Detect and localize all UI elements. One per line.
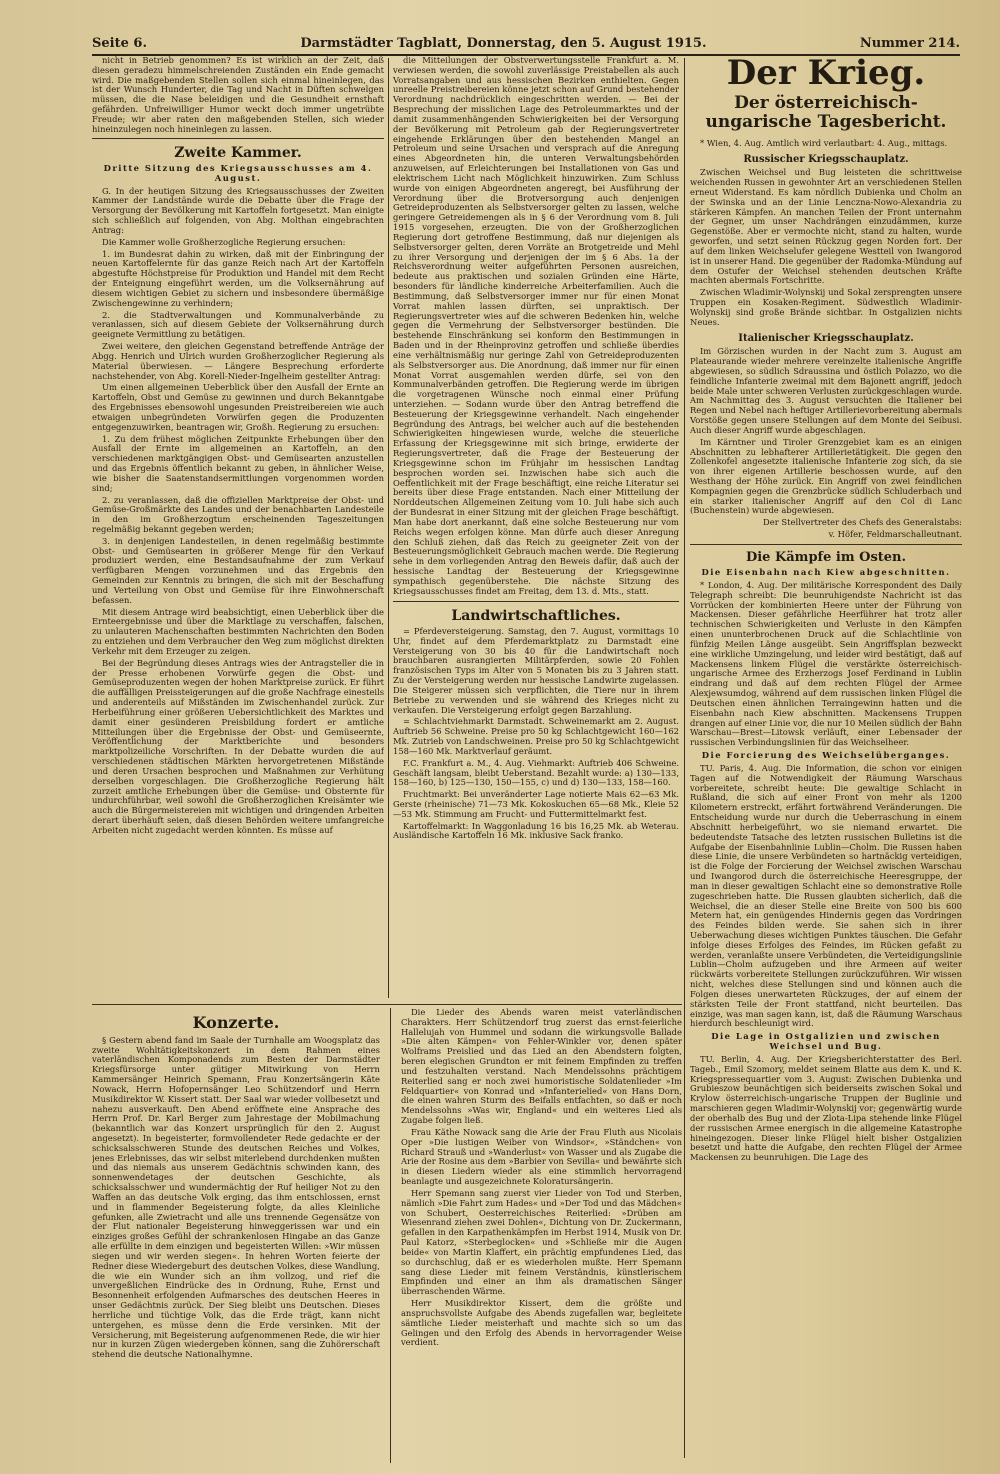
article-text: die Mitteilungen der Obstverwertungsstelle Frankfurt a. M. verwiesen werden, die sowohl zuverlässige Preistabellen als auch Vorratsangaben und aus hessischen Bezirken enthielten. Gegen unreelle Preistreibereien könne jetzt schon auf Grund bestehender Verordnung nachdrücklich eingeschritten werden. — Bei der Besprechung der misslichen Lage des Petroleummarktes und der damit zusammenhängenden Schwierigkeiten bei der Versorgung der Bevölkerung mit Petroleum gab der Regierungsvertreter eingehende Erklärungen über den bestehenden Mangel an Petroleum und seine Ursachen und versprach auf die Anregung eines Abgeordneten hin, die unteren Verwaltungsbehörden anzuweisen, auf Erleichterungen bei Installationen von Gas und elektrischem Licht nach Möglichkeit hinzuwirken. Zum Schluss wurde von einigen Abgeordneten angeregt, bei Ausführung der Verordnung über die Brotversorgung auch denjenigen Getreideproduzenten als Selbstversorger gelten zu lassen, welche geringere Getreidemengen als in § 6 der Verordnung vom 8. Juli 1915 vorgesehen, erzeugten. Die von der Großherzoglichen Regierung dort getroffene Bestimmung, daß nur diejenigen als Selbstversorger gelten, deren Vorräte an Brotgetreide und Mehl zu ihrer Versorgung und derjenigen der im § 6 Abs. 1a der Reichsverordnung weiter aufgeführten Personen ausreichen, bedeute aus praktischen und sozialen Gründen eine Härte, besonders für ländliche kinderreiche Arbeiterfamilien. Auch die Bestimmung, daß Selbstversorger immer nur für einen Monat Vorrat mahlen lassen dürften, sei unpraktisch. Der Regierungsvertreter wies auf die schweren Bedenken hin, welche gegen die Vermehrung der Selbstversorger bestünden. Die bestehende Einschränkung sei konform den Bestimmungen in Baden und in der Rheinprovinz getroffen und schließe überdies eine verhältnismäßig nur geringe Zahl von Getreideproduzenten als Selbstversorger aus. Die Anordnung, daß immer nur für einen Monat Vorrat ausgemahlen werden dürfe, sei von den Kommunalverbänden getroffen. Die Regierung werde im übrigen die vorgetragenen Wünsche noch einmal einer Prüfung unterziehen. — Sodann wurde über den Antrag betreffend die Besteuerung der Kriegsgewinne verhandelt. Nach eingehender Begründung des Antrags, bei welcher auch auf die bestehenden Schwierigkeiten hingewiesen wurde, welche die steuerliche Erfassung der Kriegsgewinne mit sich bringe, erwiderte der Regierungsvertreter, daß die Frage der Besteuerung der Kriegsgewinne schon im Frühjahr im hessischen Landtag besprochen worden sei. Inzwischen habe sich auch die Oeffentlichkeit mit der Frage beschäftigt, eine reiche Literatur sei bereits über diese Frage entstanden. Nach einer Mitteilung der Norddeutschen Allgemeinen Zeitung vom 10. Juli habe sich auch der Bundesrat in einer Sitzung mit der gleichen Frage beschäftigt. Man habe dort anerkannt, daß eine solche Besteuerung nur vom Reichs wegen erfolgen könne. Man dürfe auch dieser Anregung den Schluß ziehen, daß das Reich zu geeigneter Zeit von der Besteuerungsmöglichkeit Gebrauch machen werde. Die Regierung sehe in dem vorliegenden Antrag den Beweis dafür, daß auch der hessische Landtag der Besteuerung der Kriegsgewinne sympathisch gegenüberstehe. Die nächste Sitzung des Kriegsausschusses findet am Freitag, dem 13. d. Mts., statt. [393, 56, 679, 596]
page-header [92, 32, 960, 56]
section-title: Zweite Kammer. [174, 144, 302, 161]
article-text: § Gestern abend fand im Saale der Turnhalle am Woogsplatz das zweite Wohltätigkeitskonzert in dem Rahmen eines vaterländischen Komponadends zum Besten der Darmstädter Kriegsfürsorge unter gütiger Mitwirkung von Herrn Kammersänger Heinrich Spemann, Frau Konzertsängerin Käte Nowack, Herrn Hofopernsänger Leo Schützendorf und Herrn Musikdirektor W. Kissert statt. Der Saal war wieder vollbesetzt und nahezu ausverkauft. Den Abend eröffnete eine Ansprache des Herrn Prof. Dr. Karl Berger zum Jahrestage der Mobilmachung (bekanntlich war das Konzert ursprünglich für den 2. August angesetzt). In begeisterter, formvollendeter Rede gedachte er der schicksalsschweren Stunde des deutschen Reiches und Volkes, jenes Erlebnisses, das wir selbst miterlebend durchdenken mußten und das niemals aus unserem Gedächtnis schwinden kann, des sonnenwendetages der deutschen Geschichte, als schicksalsschwer und wundermächtig der Ruf heiliger Not zu den Waffen an das deutsche Volk erging, das ihm entschlossen, ernst und in flammender Begeisterung folgte, da alles Kleinliche gefunken, alle Zwietracht und alle uns trennende Gegensätze von der Flut nationaler Begeisterung hinweggerissen war und ein einziges großes Gefühl der schrankenlosen Hingabe an das Ganze alle erfüllte in dem einzigen und begeisterten Willen: »Wir müssen siegen und wir werden siegen«. In hehren Worten feierte der Redner diese Wiedergeburt des deutschen Volkes, diese Wandlung, die wie ein Wunder sich an ihm vollzog, und rief die unvergeßlichen Eindrücke des in Ordnung, Ruhe, Ernst und Besonnenheit erfolgenden Aufmarsches des deutschen Heeres in unser Gedächtnis zurück. Der Sieg bleibt uns Deutschen. Dieses herrliche und tüchtige Volk, das die Erde trägt, kann nicht untergehen, es müsse denn die Erde versinken. Mit der Versicherung, mit Begeisterung aufgenommenen Rede, die wir hier nur in kurzen Zügen wiedergeben können, sang die Zuhörerschaft stehend die deutsche Nationalhymne. [92, 1034, 380, 1360]
divider [393, 601, 679, 602]
article-text: nicht in Betrieb genommen? Es ist wirklich an der Zeit, daß diesen geradezu himmelschreienden Zuständen ein Ende gemacht wird. Die maßgebenden Stellen sollen sich einmal hineinlegen, das ist der Wunsch Hunderter, die Tag und Nacht in Düften schwelgen müssen, die die Nase beleidigen und die Gesundheit ernsthaft gefährden. Unfreiwilliger Humor weckt doch immer ungetrübte Freude; wir aber raten den maßgebenden Stellen, sich wieder hineinzulegen noch hineinlegen zu lassen. [92, 56, 384, 134]
signature-line: Der Stellvertreter des Chefs des Generalstabs: [763, 517, 962, 528]
konzerte-col-2 [401, 1008, 682, 1463]
article-text: Mit diesem Antrage wird beabsichtigt, einen Ueberblick über die Ernteergebnisse und über die Marktlage zu verschaffen, falschen, zu unlauteren Machenschaften bestimmten Nachrichten den Boden zu entziehen und dem Verbraucher den Weg zum möglichst direkten Verkehr mit dem Erzeuger zu zeigen. [92, 606, 384, 656]
article-text: Um einen allgemeinen Ueberblick über den Ausfall der Ernte an Kartoffeln, Obst und Gemüse zu gewinnen und durch Bekanntgabe des Ergebnisses ebensowohl ungesunden Preistreibereien wie auch etwaigen unbegründeten Vorwürfen gegen die Produzenten entgegenzuwirken, beantragen wir, Großh. Regierung zu ersuchen: [92, 382, 384, 432]
section-rule [92, 1004, 682, 1005]
divider [92, 138, 384, 139]
subsection-title: Russischer Kriegsschauplatz. [743, 153, 909, 165]
paper-title: Darmstädter Tagblatt, Donnerstag, den 5. August 1915. [300, 35, 707, 51]
article-text: TU. Paris, 4. Aug. Die Information, die schon vor einigen Tagen auf die Notwendigkeit der Räumung Warschaus vorbereitete, schreibt heute: Die gewaltige Schlacht in Rußland, die sich auf einer Front von mehr als 1200 Kilometern erstreckt, erfährt fortwährend Veränderungen. Die Entscheidung wurde nur durch die Ueberraschung in einem Abschnitt herbeigeführt, wo sie niemand erwartet. Die bedeutendste Tatsache des letzten russischen Bulletins ist die Aufgabe der Eisenbahnlinie Lublin—Cholm. Die Russen haben diese Linie, die unsere Verbündeten so hartnäckig verteidigen, ist die Folge der Forcierung der Weichsel zwischen Warschau und Iwangorod durch die österreichische Heeresgruppe, der man in dieser gewaltigen Schlacht eine so demonstrative Rolle zugeschrieben hatte. Die Russen glaubten sicherlich, daß die Weichsel, die an dieser Stelle eine Breite von 500 bis 600 Metern hat, ein genügendes Hindernis gegen das Vordringen des Feindes bilden werde. Sie sahen sich in ihrer Ueberwachung dieses wichtigen Punktes täuschen. Die Gefahr infolge dieses Erfolges des Feindes, im Rücken gefaßt zu werden, veranlaßte unsere Verbündeten, die Verteidigungslinie Lublin—Cholm aufzugeben und ihre Armeen auf weiter rückwärts vorbereitete Stellungen zurückzuführen. Wir wissen nicht, welches diese Stellungen sind und können auch die Folgen dieses unerwarteten Rückzuges, der auf einem der stärksten Teile der Front stattfand, nicht beurteilen. Das einzige, was man sagen kann, ist, daß die Räumung Warschaus hierdurch beschleunigt wird. [690, 762, 962, 1029]
article-text: 2. die Stadtverwaltungen und Kommunalverbände zu veranlassen, sich auf diesem Gebiete der Volksernährung durch geeignete Vermittlung zu betätigen. [92, 309, 384, 340]
article-text: Zwischen Wladimir-Wolynskij und Sokal zersprengten unsere Truppen ein Kosaken-Regiment. Südwestlich Wladimir-Wolynskij sind große Brände sichtbar. In Ostgalizien nichts Neues. [690, 287, 962, 327]
article-heading: Die Eisenbahn nach Kiew abgeschnitten. [701, 567, 951, 578]
article-text: 3. in denjenigen Landesteilen, in denen regelmäßig bestimmte Obst- und Gemüsearten in größerer Menge für den Verkauf produziert werden, eine Bestandsaufnahme der zum Verkauf verfügbaren Mengen vorzunehmen und das Ergebnis den Gemeinden zur Kenntnis zu bringen, die sich mit der Beschaffung und Verteilung von Obst und Gemüse für ihre Einwohnerschaft befassen. [92, 535, 384, 605]
column-1 [92, 56, 384, 1001]
article-text: 2. zu veranlassen, daß die offiziellen Marktpreise der Obst- und Gemüse-Großmärkte des Landes und der benachbarten Landesteile in den im Großherzogtum erscheinenden Tageszeitungen regelmäßig bekannt gegeben werden; [92, 494, 384, 534]
signature-name: v. Höfer, Feldmarschalleutnant. [828, 529, 962, 540]
column-rule [388, 58, 389, 998]
column-rule [390, 1008, 391, 1463]
war-headline: Der Krieg. [726, 56, 926, 93]
article-text: G. In der heutigen Sitzung des Kriegsausschusses der Zweiten Kammer der Landstände wurde die Debatte über die Frage der Versorgung der Bevölkerung mit Kartoffeln fortgesetzt. Man einigte sich schließlich auf folgenden, von Abg. Molthan eingebrachten Antrag: [92, 185, 384, 235]
article-text: Zwei weitere, den gleichen Gegenstand betreffende Anträge der Abgg. Henrich und Ulrich wurden Großherzoglicher Regierung als Material überwiesen. — Längere Besprechung erforderte nachstehender, von Abg. Korell-Nieder-Ingelheim gestellter Antrag: [92, 341, 384, 381]
konzerte-col-1 [92, 1008, 380, 1463]
article-text: Herr Spemann sang zuerst vier Lieder von Tod und Sterben, nämlich »Die Fahrt zum Hades« und »Der Tod und das Mädchen« von Schubert, Oesterreichisches Reiterlied: »Drüben am Wiesenrand ziehen zwei Dohlen«, Dichtung von Dr. Zuckermann, gefallen in den Karpathenkämpfen im Herbst 1914, Musik von Dr. Paul Katorz, »Sterbeglocken« und »Schließe mir die Augen beide« von Martin Klaffert, ein prächtig empfundenes Lied, das so durchschlug, daß er es wiederholen mußte. Herr Spemann sang diese Lieder mit feinem Verständnis, künstlerischem Empfinden und einer an ihm als dramatischen Sänger überraschenden Wärme. [400, 1187, 682, 1297]
article-text: Fruchtmarkt: Bei unveränderter Lage notierte Mais 62—63 Mk. Gerste (rheinische) 71—73 Mk. Kokoskuchen 65—68 Mk., Kleie 52—53 Mk. Stimmung am Frucht- und Futtermittelmarkt fest. [393, 789, 679, 819]
article-text: Zwischen Weichsel und Bug leisteten die schrittweise weichenden Russen in gewohnter Art an verschiedenen Stellen erneut Widerstand. Es kam nördlich Dubienka und Cholm an der Swinska und an der Linie Lenczna-Nowo-Alexandria zu stärkeren Kämpfen. An manchen Teilen der Front unternahm der Gegner, um unser Nachdrängen einzudämmen, kurze Gegenstöße. Aber er vermochte nicht, stand zu halten, wurde geworfen, und setzt seinen Rückzug gegen Norden fort. Der auf dem linken Weichselufer gelegene Westteil von Iwangorod ist in unserer Hand. Die gegenüber der Radomka-Mündung auf dem Ostufer der Weichsel stehenden deutschen Kräfte machten abermals Fortschritte. [690, 167, 962, 286]
column-2 [393, 56, 679, 1001]
article-text: 1. Zu dem frühest möglichen Zeitpunkte Erhebungen über den Ausfall der Ernte im allgemeinen an Kartoffeln, an den verschiedenen marktgängigen Obst- und Gemüsearten anzustellen und das Ergebnis öffentlich bekannt zu geben, in ähnlicher Weise, wie bisher die Saatenstandsermittlungen vorgenommen worden sind; [92, 433, 384, 493]
section-subtitle: Dritte Sitzung des Kriegsausschusses am 4. August. [103, 163, 373, 183]
section-title: Landwirtschaftliches. [451, 607, 621, 624]
article-text: = Schlachtviehmarkt Darmstadt. Schweinemarkt am 2. August. Auftrieb 56 Schweine. Preise pro 50 kg Schlachtgewicht 160—162 Mk. Zutrieb von Landschweinen. Preise pro 50 kg Schlachtgewicht 158—160 Mk. Marktverlauf geräumt. [393, 716, 679, 756]
column-3 [690, 56, 962, 1456]
article-text: Die Kammer wolle Großherzogliche Regierung ersuchen: [102, 236, 346, 247]
page-number: Seite 6. [92, 35, 147, 51]
article-text: Kartoffelmarkt: In Waggonladung 16 bis 16,25 Mk. ab Weterau. Ausländische Kartoffeln 16 Mk. inklusive Sack franko. [393, 820, 679, 841]
article-heading: Die Lage in Ostgalizien und zwischen Weichsel und Bug. [711, 1031, 941, 1052]
article-text: 1. im Bundesrat dahin zu wirken, daß mit der Einbringung der neuen Kartoffelernte für das ganze Reich nach Art der Kartoffeln abgestufte Höchstpreise für Produktion und Handel mit dem Recht der Enteignung eingeführt werden, um die Volksernährung auf diesem wichtigen Gebiet zu sichern und insbesondere übermäßige Zwischengewinne zu verhindern; [92, 248, 384, 308]
article-text: F.C. Frankfurt a. M., 4. Aug. Viehmarkt: Auftrieb 406 Schweine. Geschäft langsam, bleibt Ueberstand. Bezahlt wurde: a) 130—133, 158—160, b) 125—130, 150—155, c) und d) 130—133, 158—160. [393, 757, 679, 788]
subsection-title: Die Kämpfe im Osten. [745, 549, 907, 565]
column-rule [684, 58, 685, 1458]
subsection-title: Italienischer Kriegsschauplatz. [738, 332, 914, 344]
article-text: Bei der Begründung dieses Antrags wies der Antragsteller die in der Presse erhobenen Vorwürfe gegen die Obst- und Gemüseproduzenten wegen der hohen Marktpreise zurück. Er führt die auffälligen Preissteigerungen auf die große Nachfrage einesteils und anderenteils auf Mißständen im Zwischenhandel zurück. Zur Herbeiführung einer größeren Uebersichtlichkeit des Marktes und damit einer gesünderen Preisbildung fordert er amtliche Mitteilungen über die Ergebnisse der Obst- und Gemüseernte, Veröffentlichung der Marktberichte und besonders marktpolizeiliche Vorschriften. In der Debatte wurden die auf verschiedenen städtischen Märkten hervorgetretenen Mißstände und deren Ursachen besprochen und Maßnahmen zur Verhütung derselben vorgeschlagen. Die Großherzogliche Regierung hält zurzeit amtliche Erhebungen über die Gemüse- und Obsternte für undurchführbar, weil sowohl die Großherzoglichen Kreisämter wie auch die Bürgermeistereien mit wichtigen und dringenden Arbeiten derart überhäuft seien, daß diesen Behörden weitere umfangreiche Arbeiten nicht zugedacht werden könnten. Es müsse auf [92, 657, 384, 835]
section-title: Konzerte. [192, 1013, 280, 1032]
article-text: Die Lieder des Abends waren meist vaterländischen Charakters. Herr Schützendorf trug zuerst das ernst-feierliche Hallelujah von Hummel und sodann die wirkungsvolle Ballade »Die alten Kämpen« von Fehler-Winkler vor, denen später Wolframs Preislied und das Lied an den Abendstern folgten, beren elegischen Grundton er mit feinem Empfinden zu treffen und festzuhalten verstand. Nach Mendelssohns prächtigem Reiterlied sang er noch zwei humoristische Soldatenlieder »Im Feldquartier« von Konrad und »Infanterielied« von Hans Dorn, die einen wahren Sturm des Beifalls entfachten, so daß er noch Mendelssohns »Was wir, England« und ein weiteres Lied als Zugabe folgen ließ. [400, 1008, 682, 1126]
article-heading: Die Forcierung des Weichselüberganges. [701, 750, 951, 761]
article-text: Herr Musikdirektor Kissert, dem die größte und anspruchsvollste Aufgabe des Abends zugefallen war, begleitete sämtliche Lieder meisterhaft und machte sich so um das Gelingen und den Erfolg des Abends in hervorragender Weise verdient. [400, 1298, 682, 1348]
war-subheadline: Der österreichisch-ungarische Tagesbericht. [705, 92, 947, 133]
konzerte-section [92, 1008, 682, 1463]
article-text: Im Kärntner und Tiroler Grenzgebiet kam es an einigen Abschnitten zu lebhafterer Artillerietätigkeit. Die gegen den Zollenkofel angesetzte italienische Infanterie zog sich, da sie von ihrer eigenen Artillerie beschossen wurde, auf den Westhang der Höhe zurück. Ein Angriff von zwei feindlichen Kompagnien gegen die Grenzbrücke südlich Schluderbach und ein starker italienischer Angriff auf den Col di Lanc (Buchenstein) wurde abgewiesen. [690, 436, 962, 516]
divider [690, 544, 962, 545]
article-text: Im Görzischen wurden in der Nacht zum 3. August am Plateaurande wieder mehrere vereinzelte italienische Angriffe abgewiesen, so südlich Sdraussina und östlich Polazzo, wo die feindliche Infanterie zweimal mit dem Bajonett angriff, jedoch beide Male unter schweren Verlusten zurückgeschlagen wurde. Am Nachmittag des 3. August versuchten die Italiener bei Regen und Nebel nach heftiger Artillerievorbereitung abermals Vorstöße gegen unsere Stellungen auf dem Monte dei Seibusi. Auch dieser Angriff wurde abgeschlagen. [690, 346, 962, 435]
article-text: * London, 4. Aug. Der militärische Korrespondent des Daily Telegraph schreibt: Die beunruhigendste Nachricht ist das Vorrücken der kombinierten Heere unter der Führung von Mackensen. Dieser gefährliche Heerführer hat trotz aller technischen Schwierigkeiten und Verluste in den Kämpfen einen ununterbrochenen Druck auf die Schlachtlinie von fünfzig Meilen Länge ausgeübt. Sein Angriffsplan bezweckt eine wirkliche Umzingelung, und leider wird bestätigt, daß auf Mackensens linkem Flügel die verstärkte österreichisch-ungarische Armee des Erzherzogs Josef Ferdinand in Lublin eindrang und daß auf dem rechten Flügel der Armee Alexjewsumdog, während auf dem russischen linken Flügel die Deutschen einen ähnlichen Terraingewinn hatten und die Eisenbahn nach Kiew abschnitten. Mackensens Truppen drangen auf einer Linie vor, die nur 10 Meilen südlich der Bahn Warschau—Brest—Litowsk verläuft, einer Lebensader der russischen Verbindungslinien für das Weichselheer. [690, 580, 962, 748]
article-text: * Wien, 4. Aug. Amtlich wird verlautbart: 4. Aug., mittags. [700, 137, 948, 148]
article-text: TU. Berlin, 4. Aug. Der Kriegsberichterstatter des Berl. Tageb., Emil Szomory, meldet seinem Blatte aus dem K. und K. Kriegspressequartier vom 3. August: Zwischen Dubienka und Grubieszow beunächtigen sich beiderseits zwischen Sokal und Krylow österreichisch-ungarische Truppen der Bugl​inie und marschieren gegen Wladimir-Wolynskij vor; gegenwärtig wurde der oberhalb des Bug und der Zlota-Lipa stehende linke Flügel der russischen Armee energisch in die allgemeine Katastrophe hineingezogen. Dieser linke Flügel hielt bisher Ostgalizien besetzt und hatte die Aufgabe, den rechten Flügel der Armee Mackensen zu beunruhigen. Die Lage des [690, 1053, 962, 1163]
issue-number: Nummer 214. [859, 35, 960, 51]
article-text: = Pferdeversteigerung. Samstag, den 7. August, vormittags 10 Uhr, findet auf dem Pferdemarktplatz zu Darmstadt eine Versteigerung von 30 bis 40 für die Landwirtschaft noch brauchbaren ausrangierten Militärpferden, sowie 20 Fohlen französischen Typs im Alter von 5 Monaten bis zu 3 Jahren statt. Zu der Versteigerung werden nur hessische Landwirte zugelassen. Die Steigerer müssen sich verpflichten, die Tiere nur in ihrem Betriebe zu verwenden und sie während des Krieges nicht zu verkaufen. Die Versteigerung erfolgt gegen Barzahlung. [393, 625, 679, 715]
article-text: Frau Käthe Nowack sang die Arie der Frau Fluth aus Nicolais Oper »Die lustigen Weiber von Windsor«, »Ständchen« von Richard Strauß und »Wanderlust« von Wasser und als Zugabe die Arie der Rosine aus dem »Barbier von Sevilla« und bewährte sich in diesen Liedern wieder als eine stimmlich hervorragend beanlagte und ausgezeichnete Koloratursängerin. [400, 1126, 682, 1187]
